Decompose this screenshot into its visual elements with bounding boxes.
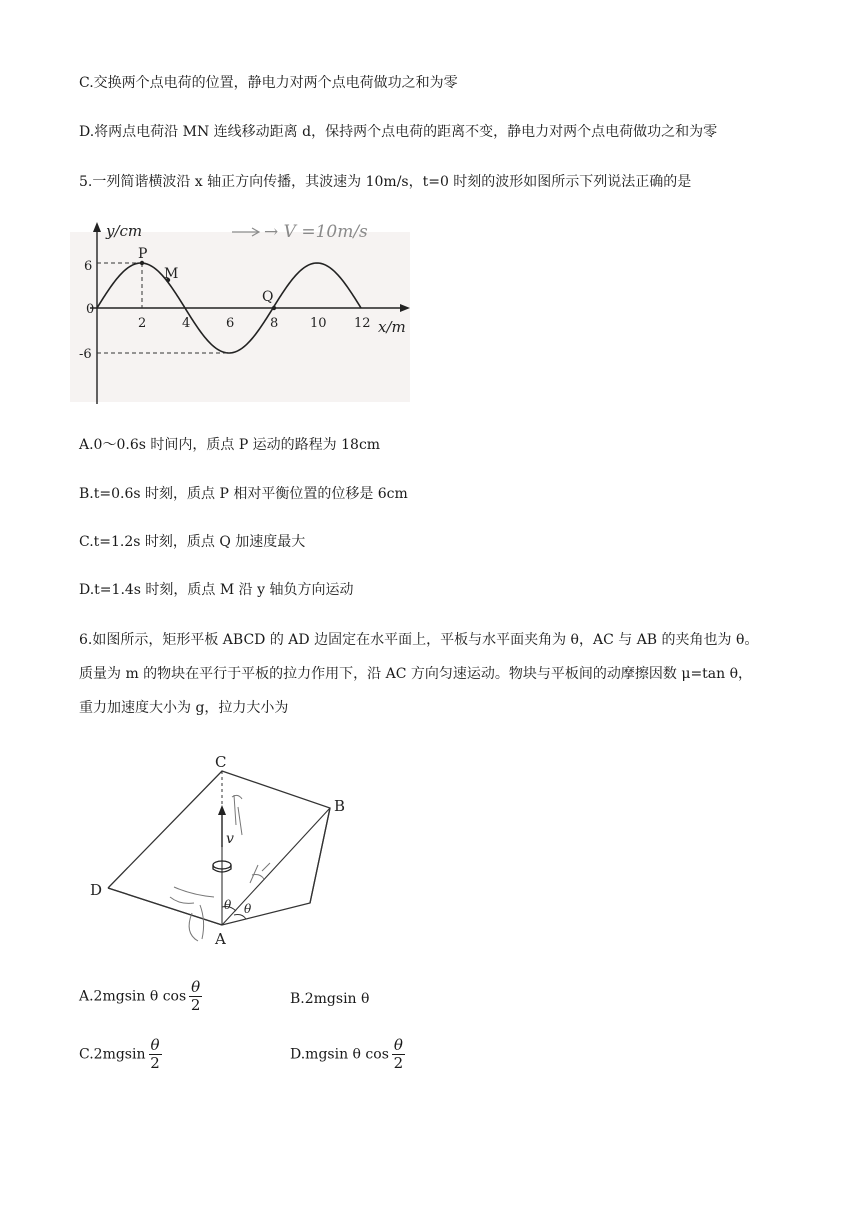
edge-b-vertical — [310, 808, 330, 903]
label-theta-1: θ — [224, 898, 232, 912]
question-6-option-a — [79, 979, 202, 1014]
incline-figure — [74, 745, 374, 955]
x-tick-10: 10 — [310, 316, 327, 331]
point-q-marker — [272, 306, 276, 310]
y-axis-arrow — [93, 222, 101, 232]
x-tick-12: 12 — [354, 316, 371, 331]
x-tick-2: 2 — [138, 316, 147, 331]
fraction-denominator: 2 — [150, 1054, 160, 1072]
handwritten-scribbles — [170, 795, 270, 941]
option-d-text: D.mgsin θ cos — [290, 1046, 389, 1063]
fraction-denominator: 2 — [393, 1054, 404, 1072]
x-tick-6: 6 — [226, 316, 235, 331]
label-a: A — [215, 930, 226, 948]
question-6-stem-line1: 6.如图所示，矩形平板 ABCD 的 AD 边固定在水平面上，平板与水平面夹角为 θ，AC 与 AB 的夹角也为 θ。 — [79, 632, 759, 648]
fraction-numerator: θ — [150, 1036, 160, 1054]
question-6-option-c — [79, 1037, 162, 1072]
label-b: B — [334, 797, 346, 815]
fraction-theta-over-2 — [189, 979, 202, 1014]
fraction-theta-over-2 — [149, 1037, 162, 1072]
plate-outline — [108, 771, 330, 925]
question-5-stem: 5.一列简谐横波沿 x 轴正方向传播，其波速为 10m/s，t=0 时刻的波形如图所示下列说法正确的是 — [79, 174, 692, 190]
fraction-numerator: θ — [191, 978, 201, 996]
question-5-option-d: D.t=1.4s 时刻，质点 M 沿 y 轴负方向运动 — [79, 582, 354, 598]
fraction-denominator: 2 — [190, 996, 201, 1014]
option-c-text: C.2mgsin — [79, 1046, 146, 1063]
point-m-label: M — [164, 266, 179, 282]
label-v: v — [226, 831, 234, 847]
velocity-arrowhead — [218, 805, 226, 815]
incline-diagram — [74, 745, 374, 955]
fraction-numerator: θ — [393, 1036, 403, 1054]
question-5-option-c: C.t=1.2s 时刻，质点 Q 加速度最大 — [79, 534, 306, 550]
wave-graph — [62, 212, 422, 410]
option-a-text: A.2mgsin θ cos — [79, 988, 187, 1005]
y-tick-6: 6 — [84, 259, 93, 274]
question-5-option-a: A.0～0.6s 时间内，质点 P 运动的路程为 18cm — [79, 437, 381, 453]
label-theta-2: θ — [244, 902, 252, 916]
option-b-text: B.2mgsin θ — [290, 991, 370, 1007]
option-d-prev-question: D.将两点电荷沿 MN 连线移动距离 d，保持两个点电荷的距离不变，静电力对两个点电荷做功之和为零 — [79, 124, 718, 140]
x-tick-4: 4 — [182, 316, 191, 331]
point-p-label: P — [138, 246, 148, 262]
edge-ad — [108, 888, 222, 925]
question-6-stem-line2: 质量为 m 的物块在平行于平板的拉力作用下，沿 AC 方向匀速运动。物块与平板间的动摩擦因数 μ=tan θ， — [79, 666, 753, 682]
label-d: D — [90, 881, 103, 899]
y-axis-label: y/cm — [106, 222, 143, 240]
question-6-stem-line3: 重力加速度大小为 g，拉力大小为 — [79, 700, 289, 716]
edge-ab — [222, 808, 330, 925]
option-c-prev-question: C.交换两个点电荷的位置，静电力对两个点电荷做功之和为零 — [79, 75, 458, 91]
label-c: C — [215, 753, 227, 771]
question-6-option-d — [290, 1037, 405, 1072]
y-tick-neg6: -6 — [79, 347, 92, 362]
question-5-option-b: B.t=0.6s 时刻，质点 P 相对平衡位置的位移是 6cm — [79, 486, 408, 502]
question-6-option-b — [290, 989, 369, 1009]
origin-label: 0 — [86, 302, 95, 317]
wave-figure — [62, 212, 422, 410]
fraction-theta-over-2 — [392, 1037, 405, 1072]
x-axis-label: x/m — [378, 318, 406, 336]
point-q-label: Q — [262, 289, 274, 305]
x-tick-8: 8 — [270, 316, 279, 331]
handwritten-note: → V =10m/s — [264, 222, 368, 242]
